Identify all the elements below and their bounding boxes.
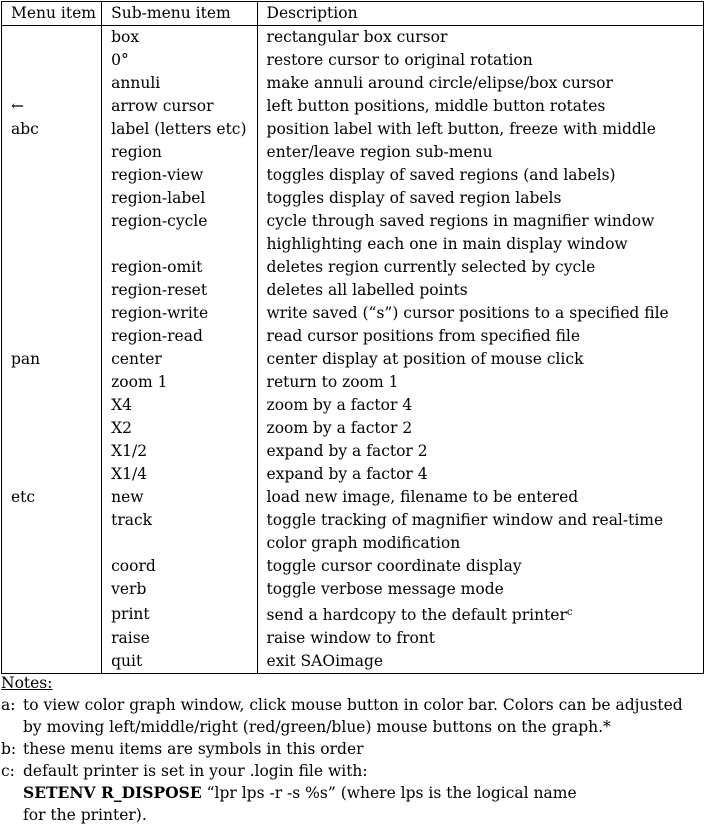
sub-menu-item-cell: region-write: [102, 302, 257, 325]
table-row: [2, 187, 704, 210]
sub-menu-item-cell: region-reset: [102, 279, 257, 302]
menu-item-cell: [2, 279, 102, 302]
description-cell: center display at position of mouse click: [257, 348, 703, 371]
table-row: [2, 279, 704, 302]
menu-item-cell: [2, 394, 102, 417]
description-cell: restore cursor to original rotation: [257, 49, 703, 72]
table-row: [2, 233, 704, 256]
sub-menu-item-cell: print: [102, 601, 257, 627]
description-cell: toggle cursor coordinate display: [257, 555, 703, 578]
sub-menu-item-cell: arrow cursor: [102, 95, 257, 118]
menu-item-cell: pan: [2, 348, 102, 371]
note-a-continuation: by moving left/middle/right (red/green/blue) mouse buttons on the graph.*: [23, 718, 611, 736]
sub-menu-item-cell: X4: [102, 394, 257, 417]
table-row: [2, 463, 704, 486]
description-cell: toggle tracking of magnifier window and real-time: [257, 509, 703, 532]
menu-item-cell: [2, 302, 102, 325]
sub-menu-item-cell: track: [102, 509, 257, 532]
menu-table: [1, 1, 704, 674]
menu-item-cell: [2, 26, 102, 50]
note-c: [1, 760, 715, 782]
description-cell: load new image, filename to be entered: [257, 486, 703, 509]
sub-menu-item-cell: X1/2: [102, 440, 257, 463]
table-row: [2, 532, 704, 555]
table-row: [2, 72, 704, 95]
sub-menu-item-cell: region-omit: [102, 256, 257, 279]
sub-menu-item-cell: annuli: [102, 72, 257, 95]
description-cell: zoom by a factor 2: [257, 417, 703, 440]
table-row: [2, 601, 704, 627]
table-row: [2, 627, 704, 650]
description-cell: exit SAOimage: [257, 650, 703, 674]
menu-item-cell: [2, 72, 102, 95]
table-row: [2, 26, 704, 50]
sub-menu-item-cell: quit: [102, 650, 257, 674]
table-row: [2, 417, 704, 440]
header-sub-menu-item: Sub-menu item: [102, 2, 257, 26]
menu-item-cell: [2, 49, 102, 72]
description-cell: return to zoom 1: [257, 371, 703, 394]
description-cell: highlighting each one in main display window: [257, 233, 703, 256]
header-menu-item: Menu item: [2, 2, 102, 26]
table-row: [2, 118, 704, 141]
menu-item-cell: [2, 532, 102, 555]
sub-menu-item-cell: X2: [102, 417, 257, 440]
sub-menu-item-cell: region: [102, 141, 257, 164]
table-row: [2, 555, 704, 578]
description-cell: raise window to front: [257, 627, 703, 650]
sub-menu-item-cell: X1/4: [102, 463, 257, 486]
description-cell: rectangular box cursor: [257, 26, 703, 50]
description-cell: make annuli around circle/elipse/box cursor: [257, 72, 703, 95]
sub-menu-item-cell: 0°: [102, 49, 257, 72]
description-cell: zoom by a factor 4: [257, 394, 703, 417]
description-cell: send a hardcopy to the default printer$^c$: [257, 601, 703, 627]
table-row: [2, 394, 704, 417]
header-row: [2, 2, 704, 26]
table-row: [2, 348, 704, 371]
sub-menu-item-cell: zoom 1: [102, 371, 257, 394]
menu-item-cell: [2, 164, 102, 187]
menu-item-cell: [2, 371, 102, 394]
menu-item-cell: [2, 417, 102, 440]
description-cell: expand by a factor 2: [257, 440, 703, 463]
note-b-label: b:: [1, 740, 17, 758]
note-c-text: default printer is set in your .login file with:: [23, 762, 368, 780]
sub-menu-item-cell: box: [102, 26, 257, 50]
note-a: [1, 694, 715, 716]
note-b: [1, 738, 715, 760]
menu-item-cell: [2, 555, 102, 578]
table-row: [2, 486, 704, 509]
menu-item-cell: [2, 650, 102, 674]
note-a-text: to view color graph window, click mouse button in color bar. Colors can be adjusted: [23, 696, 683, 714]
note-c-command-rest: “lpr lps -r -s %s” (where lps is the logical name: [201, 784, 577, 802]
description-cell: position label with left button, freeze with middle: [257, 118, 703, 141]
note-b-text: these menu items are symbols in this order: [23, 740, 364, 758]
table-row: [2, 256, 704, 279]
sub-menu-item-cell: coord: [102, 555, 257, 578]
menu-item-cell: [2, 141, 102, 164]
description-cell: expand by a factor 4: [257, 463, 703, 486]
description-cell: read cursor positions from specified file: [257, 325, 703, 348]
sub-menu-item-cell: verb: [102, 578, 257, 601]
menu-item-cell: [2, 578, 102, 601]
note-a-label: a:: [1, 696, 16, 714]
notes-title: Notes:: [1, 674, 53, 692]
table-body: [2, 26, 704, 674]
note-c-continuation: for the printer).: [23, 806, 147, 824]
table-row: [2, 371, 704, 394]
note-c-label: c:: [1, 762, 15, 780]
sub-menu-item-cell: region-read: [102, 325, 257, 348]
sub-menu-item-cell: region-view: [102, 164, 257, 187]
menu-item-cell: etc: [2, 486, 102, 509]
menu-item-cell: [2, 509, 102, 532]
table-row: [2, 49, 704, 72]
table-row: [2, 164, 704, 187]
notes-section: [1, 672, 715, 826]
menu-item-cell: [2, 256, 102, 279]
description-cell: toggles display of saved regions (and labels): [257, 164, 703, 187]
table-row: [2, 650, 704, 674]
table-row: [2, 302, 704, 325]
menu-item-cell: [2, 187, 102, 210]
description-cell: write saved (“s”) cursor positions to a specified file: [257, 302, 703, 325]
sub-menu-item-cell: region-cycle: [102, 210, 257, 233]
table-row: [2, 509, 704, 532]
menu-item-cell: abc: [2, 118, 102, 141]
menu-item-cell: [2, 601, 102, 627]
menu-item-cell: ←: [2, 95, 102, 118]
note-c-command: SETENV R_DISPOSE: [23, 783, 202, 802]
description-cell: cycle through saved regions in magnifier window: [257, 210, 703, 233]
description-cell: enter/leave region sub-menu: [257, 141, 703, 164]
table-row: [2, 210, 704, 233]
sub-menu-item-cell: raise: [102, 627, 257, 650]
sub-menu-item-cell: region-label: [102, 187, 257, 210]
sub-menu-item-cell: center: [102, 348, 257, 371]
description-cell: color graph modification: [257, 532, 703, 555]
print-footnote-marker: c: [566, 607, 573, 618]
description-cell: toggle verbose message mode: [257, 578, 703, 601]
table-row: [2, 578, 704, 601]
table-row: [2, 141, 704, 164]
description-cell: left button positions, middle button rotates: [257, 95, 703, 118]
sub-menu-item-cell: new: [102, 486, 257, 509]
header-description: Description: [257, 2, 703, 26]
description-cell: deletes all labelled points: [257, 279, 703, 302]
table-row: [2, 440, 704, 463]
menu-item-cell: [2, 440, 102, 463]
table-row: [2, 325, 704, 348]
menu-item-cell: [2, 627, 102, 650]
menu-item-cell: [2, 325, 102, 348]
description-cell: deletes region currently selected by cycle: [257, 256, 703, 279]
sub-menu-item-cell: [102, 532, 257, 555]
description-cell: toggles display of saved region labels: [257, 187, 703, 210]
table-row: [2, 95, 704, 118]
sub-menu-item-cell: [102, 233, 257, 256]
menu-item-cell: [2, 463, 102, 486]
sub-menu-item-cell: label (letters etc): [102, 118, 257, 141]
note-c-command-line: [1, 782, 715, 804]
menu-item-cell: [2, 233, 102, 256]
menu-item-cell: [2, 210, 102, 233]
